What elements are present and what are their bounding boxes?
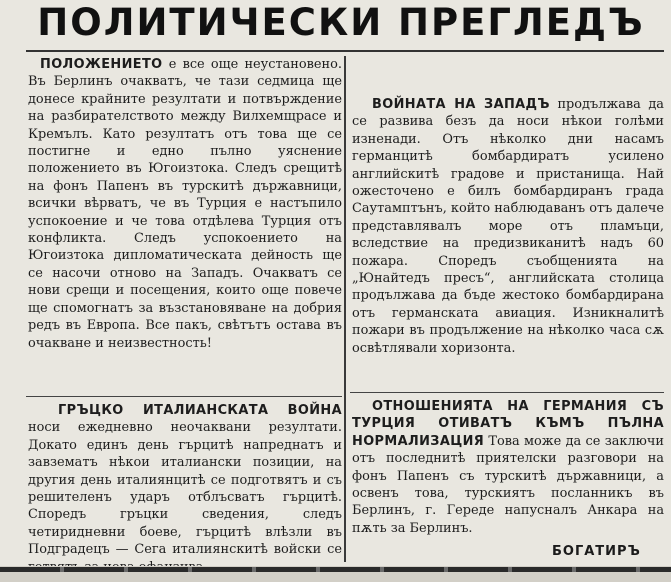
article-text: Това може да се заключи отъ последнитѣ приятелски разговори на фонъ Папенъ съ турскитѣ държавници, а освенъ това, турскиятъ посланникъ въ Берлинъ, г. Гереде напусналъ Анкара на пѫть за Берлинъ. — [352, 433, 664, 536]
article-greek-italian-war — [28, 402, 342, 576]
article-war-west — [352, 96, 664, 357]
article-lead: ОТНОШЕНИЯТА НА ГЕРМАНИЯ СЪ ТУРЦИЯ ОТИВАТЪ КЪМЪ ПЪЛНА НОРМАЛИЗАЦИЯ — [352, 399, 664, 449]
bottom-rule — [0, 567, 671, 572]
article-separator — [350, 392, 664, 393]
article-separator — [26, 396, 342, 397]
article-text: носи ежедневно неочаквани резултати. Докато единъ день гърцитѣ напреднатъ и завзематъ нѣкои италиански позиции, на другия день италиянцитѣ се подготвятъ и съ решителенъ ударъ отблъсватъ гърцитѣ. Споредъ гръцки сведения, следъ четиридневни боеве, гърцитѣ влѣзли въ Подградецъ — Сега италиянскитѣ войски се — [28, 420, 342, 558]
column-divider — [344, 56, 346, 562]
author-signature: БОГАТИРЪ — [552, 544, 641, 559]
headline-rule — [26, 50, 664, 52]
article-lead: ПОЛОЖЕНИЕТО — [40, 57, 163, 72]
article-text: продължава да се развива безъ да носи нѣкои голѣми изненади. Отъ нѣколко дни насамъ германцитѣ бомбардиратъ усилено английскитѣ градове и пристанища. Най ожесточено е билъ бомбардиранъ града Саутамптънъ, който наблюдаванъ отъ далече представлявалъ море отъ пламъци, вследствие на предизвиканитѣ надъ 60 пожара. Споредъ съобщенията на „Юнайтедъ пресъ“, английската столица продължава да бъде жестоко бомбардирана отъ германската авиация. Изникналитѣ пожари въ продължение на нѣколко часа сѫ освѣтлявали хоризонта. — [352, 97, 664, 356]
article-germany-turkey — [352, 398, 664, 537]
article-situation — [28, 56, 342, 352]
article-lead: ВОЙНАТА НА ЗАПАДЪ — [372, 97, 550, 112]
page-headline: ПОЛИТИЧЕСКИ ПРЕГЛЕДЪ — [37, 1, 645, 44]
article-text: е все още неустановено. Въ Берлинъ очакватъ, че тази седмица ще донесе крайните резултати и потвърждение на разбирателството между Вилхемщрасе и Кремълъ. Като резултатъ отъ това ще се постигне и едно пълно уяснение положението въ Югоизтока. Следъ срещитѣ на фонъ Папенъ въ турскитѣ държавници, всички вѣрватъ, че въ Турция е настъпило успокоение и че това отдѣлева Турция отъ конфликта. Следъ успокоението на Югоизтока дипломатическата дейность ще се насочи отново на Западъ. Очакватъ се нови срещи и посещения, които още повече ще спомогнатъ за възстановяване на добрия редъ въ Европа. Все пакъ, свѣтътъ остава въ очакване и неизвестность! — [28, 57, 342, 351]
article-lead: ГРЪЦКО ИТАЛИАНСКАТА ВОЙНА — [58, 403, 342, 418]
